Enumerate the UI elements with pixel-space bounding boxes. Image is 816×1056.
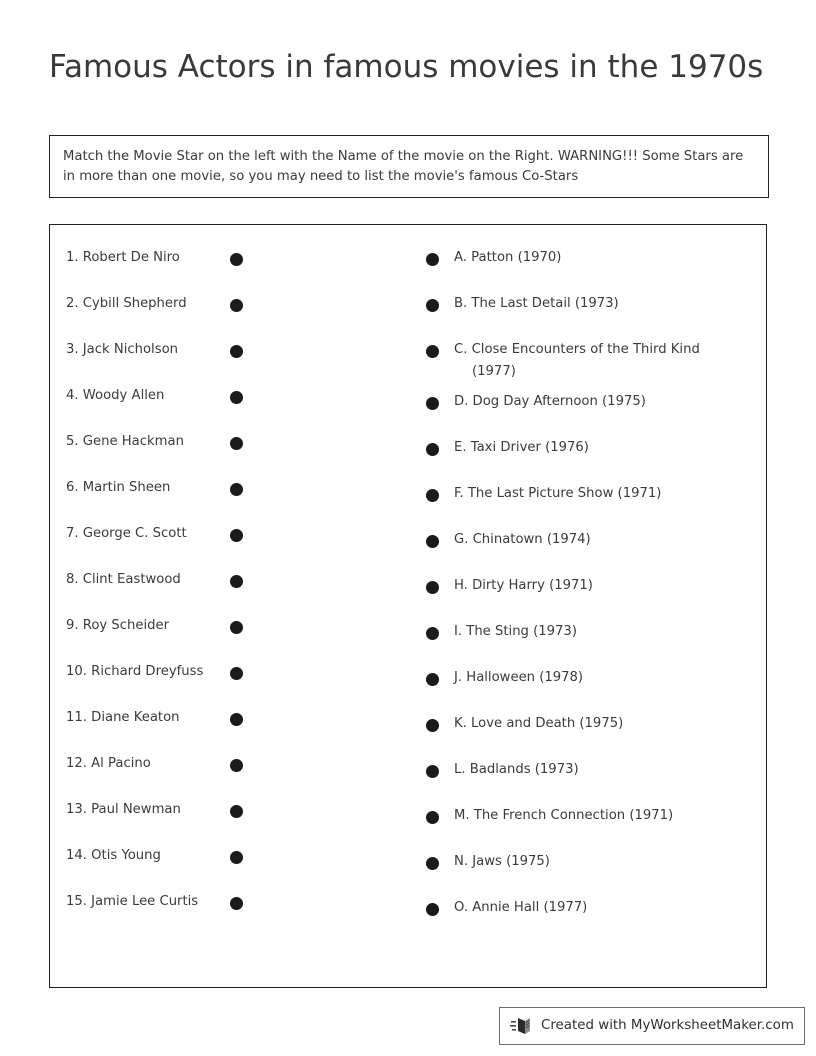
footer-label: Created with MyWorksheetMaker.com — [541, 1018, 794, 1033]
matching-columns — [50, 225, 766, 987]
movie-label: K. Love and Death (1975) — [454, 716, 624, 731]
actor-match-point[interactable] — [216, 883, 256, 910]
movie-match-point[interactable] — [410, 797, 454, 824]
actor-match-point[interactable] — [216, 561, 256, 588]
movie-match-point[interactable] — [410, 475, 454, 502]
movie-label: G. Chinatown (1974) — [454, 532, 591, 547]
footer-badge[interactable] — [499, 1007, 805, 1045]
bullet-dot-icon — [230, 437, 243, 450]
bullet-dot-icon — [230, 897, 243, 910]
actor-row — [50, 561, 410, 607]
movie-label: J. Halloween (1978) — [454, 670, 584, 685]
movie-row — [410, 475, 768, 521]
movie-label: D. Dog Day Afternoon (1975) — [454, 394, 646, 409]
movie-label: B. The Last Detail (1973) — [454, 296, 619, 311]
actor-row — [50, 515, 410, 561]
bullet-dot-icon — [230, 851, 243, 864]
actor-match-point[interactable] — [216, 791, 256, 818]
movie-row — [410, 613, 768, 659]
bullet-dot-icon — [230, 253, 243, 266]
bullet-dot-icon — [426, 345, 439, 358]
movie-row — [410, 521, 768, 567]
actor-match-point[interactable] — [216, 699, 256, 726]
actor-match-point[interactable] — [216, 331, 256, 358]
movie-label: H. Dirty Harry (1971) — [454, 578, 593, 593]
movie-label: I. The Sting (1973) — [454, 624, 577, 639]
actor-row — [50, 469, 410, 515]
actor-label: 11. Diane Keaton — [66, 710, 180, 725]
movie-match-point[interactable] — [410, 613, 454, 640]
bullet-dot-icon — [426, 397, 439, 410]
actor-label: 3. Jack Nicholson — [66, 342, 178, 357]
actor-row — [50, 653, 410, 699]
movie-label: N. Jaws (1975) — [454, 854, 550, 869]
bullet-dot-icon — [426, 719, 439, 732]
movie-label: F. The Last Picture Show (1971) — [454, 486, 662, 501]
movie-row — [410, 383, 768, 429]
movie-match-point[interactable] — [410, 843, 454, 870]
actor-label: 5. Gene Hackman — [66, 434, 184, 449]
bullet-dot-icon — [230, 713, 243, 726]
bullet-dot-icon — [230, 299, 243, 312]
actor-label: 12. Al Pacino — [66, 756, 151, 771]
movie-match-point[interactable] — [410, 889, 454, 916]
actor-label: 15. Jamie Lee Curtis — [66, 894, 199, 909]
worksheet-maker-logo-icon — [510, 1014, 534, 1038]
actor-label: 7. George C. Scott — [66, 526, 187, 541]
actor-label: 9. Roy Scheider — [66, 618, 170, 633]
bullet-dot-icon — [426, 443, 439, 456]
bullet-dot-icon — [230, 483, 243, 496]
actor-match-point[interactable] — [216, 653, 256, 680]
bullet-dot-icon — [426, 253, 439, 266]
actor-row — [50, 239, 410, 285]
page-title: Famous Actors in famous movies in the 1970s — [49, 49, 764, 85]
actor-label: 13. Paul Newman — [66, 802, 181, 817]
bullet-dot-icon — [230, 575, 243, 588]
instructions-text: Match the Movie Star on the left with the Name of the movie on the Right. WARNING!!! Some Stars are in more than one movie, so you may need to list the movie's famous Co-Stars — [63, 149, 744, 184]
actor-label: 8. Clint Eastwood — [66, 572, 181, 587]
movie-match-point[interactable] — [410, 239, 454, 266]
movie-row — [410, 889, 768, 935]
actor-label: 6. Martin Sheen — [66, 480, 171, 495]
movie-match-point[interactable] — [410, 285, 454, 312]
actor-label: 10. Richard Dreyfuss — [66, 664, 204, 679]
actor-row — [50, 607, 410, 653]
movie-match-point[interactable] — [410, 331, 454, 358]
movie-match-point[interactable] — [410, 705, 454, 732]
movie-match-point[interactable] — [410, 659, 454, 686]
bullet-dot-icon — [426, 765, 439, 778]
bullet-dot-icon — [426, 581, 439, 594]
actor-match-point[interactable] — [216, 239, 256, 266]
actors-column — [50, 239, 410, 929]
actor-row — [50, 699, 410, 745]
movie-match-point[interactable] — [410, 567, 454, 594]
actor-match-point[interactable] — [216, 607, 256, 634]
bullet-dot-icon — [230, 667, 243, 680]
actor-match-point[interactable] — [216, 745, 256, 772]
movie-match-point[interactable] — [410, 521, 454, 548]
actor-match-point[interactable] — [216, 469, 256, 496]
actor-label: 4. Woody Allen — [66, 388, 165, 403]
movie-row — [410, 429, 768, 475]
actor-label: 2. Cybill Shepherd — [66, 296, 187, 311]
movie-row — [410, 567, 768, 613]
actor-match-point[interactable] — [216, 285, 256, 312]
bullet-dot-icon — [230, 529, 243, 542]
actor-match-point[interactable] — [216, 423, 256, 450]
movie-row — [410, 843, 768, 889]
movie-row — [410, 659, 768, 705]
actor-row — [50, 331, 410, 377]
bullet-dot-icon — [230, 759, 243, 772]
actor-row — [50, 883, 410, 929]
actor-match-point[interactable] — [216, 377, 256, 404]
actor-row — [50, 745, 410, 791]
movie-row — [410, 797, 768, 843]
bullet-dot-icon — [426, 673, 439, 686]
bullet-dot-icon — [426, 535, 439, 548]
movie-row — [410, 751, 768, 797]
bullet-dot-icon — [426, 811, 439, 824]
actor-label: 1. Robert De Niro — [66, 250, 180, 265]
actor-row — [50, 377, 410, 423]
movie-row — [410, 705, 768, 751]
actor-row — [50, 285, 410, 331]
movie-match-point[interactable] — [410, 429, 454, 456]
bullet-dot-icon — [230, 345, 243, 358]
movie-row — [410, 331, 768, 383]
bullet-dot-icon — [426, 299, 439, 312]
movie-label: L. Badlands (1973) — [454, 762, 579, 777]
movie-match-point[interactable] — [410, 383, 454, 410]
movie-row — [410, 285, 768, 331]
movie-match-point[interactable] — [410, 751, 454, 778]
bullet-dot-icon — [230, 805, 243, 818]
actor-match-point[interactable] — [216, 515, 256, 542]
bullet-dot-icon — [426, 857, 439, 870]
bullet-dot-icon — [426, 903, 439, 916]
movie-label: E. Taxi Driver (1976) — [454, 440, 589, 455]
movie-label: C. Close Encounters of the Third Kind (1977) — [454, 342, 700, 379]
movie-row — [410, 239, 768, 285]
bullet-dot-icon — [230, 621, 243, 634]
movies-column — [410, 239, 768, 935]
movie-label: O. Annie Hall (1977) — [454, 900, 588, 915]
actor-row — [50, 423, 410, 469]
bullet-dot-icon — [426, 489, 439, 502]
matching-exercise-box — [49, 224, 767, 988]
actor-row — [50, 837, 410, 883]
actor-match-point[interactable] — [216, 837, 256, 864]
instructions-box — [49, 135, 769, 198]
movie-label: A. Patton (1970) — [454, 250, 562, 265]
bullet-dot-icon — [230, 391, 243, 404]
actor-label: 14. Otis Young — [66, 848, 161, 863]
actor-row — [50, 791, 410, 837]
movie-label: M. The French Connection (1971) — [454, 808, 674, 823]
bullet-dot-icon — [426, 627, 439, 640]
